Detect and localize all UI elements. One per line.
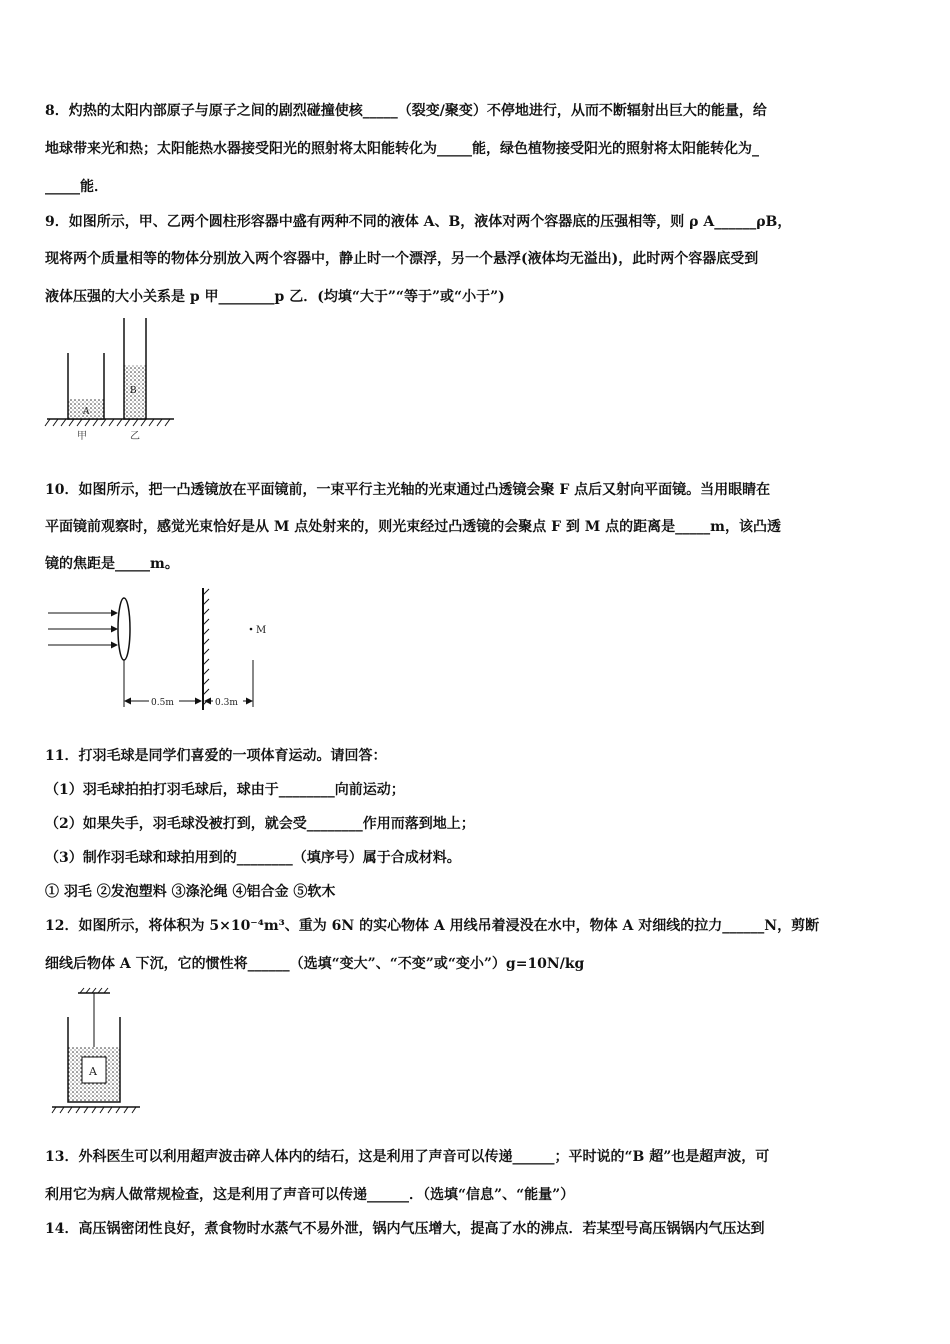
- q13-line-1: 13．外科医生可以利用超声波击碎人体内的结石，这是利用了声音可以传递______；平时说的“B 超”也是超声波，可: [45, 1149, 770, 1165]
- q10-lens-mirror-figure: [45, 585, 280, 715]
- distance-mirror-m: 0.3m: [215, 698, 238, 708]
- q11-line-2: （1）羽毛球拍拍打羽毛球后，球由于________向前运动；: [45, 782, 405, 798]
- q11-line-4: （3）制作羽毛球和球拍用到的________（填序号）属于合成材料。: [45, 850, 461, 866]
- q9-containers-figure: [42, 315, 182, 445]
- q9-line-1: 9．如图所示，甲、乙两个圆柱形容器中盛有两种不同的液体 A、B，液体对两个容器底的压强相等，则 ρ A______ρB，: [45, 214, 792, 230]
- liquid-a-label: A: [83, 407, 90, 417]
- q12-line-2: 细线后物体 A 下沉，它的惯性将______（选填“变大”、“不变”或“变小”）g=10N/kg: [45, 956, 585, 972]
- q13-line-2: 利用它为病人做常规检查，这是利用了声音可以传递______．（选填“信息”、“能量”）: [45, 1187, 575, 1203]
- point-m-label: M: [256, 625, 267, 636]
- q10-line-2: 平面镜前观察时，感觉光束恰好是从 M 点处射来的，则光束经过凸透镜的会聚点 F 到 M 点的距离是_____m，该凸透: [45, 519, 781, 535]
- q11-line-3: （2）如果失手，羽毛球没被打到，就会受________作用而落到地上；: [45, 816, 475, 832]
- container-yi-label: 乙: [130, 431, 140, 442]
- q10-line-1: 10．如图所示，把一凸透镜放在平面镜前，一束平行主光轴的光束通过凸透镜会聚 F 点后又射向平面镜。当用眼睛在: [45, 482, 771, 498]
- q8-line-2: 地球带来光和热；太阳能热水器接受阳光的照射将太阳能转化为_____能，绿色植物接受阳光的照射将太阳能转化为_: [45, 141, 759, 157]
- q11-line-5: ① 羽毛 ②发泡塑料 ③涤沦绳 ④铝合金 ⑤软木: [45, 884, 336, 900]
- convex-lens: [118, 598, 130, 660]
- q10-line-3: 镜的焦距是_____m。: [45, 556, 179, 572]
- q9-line-2: 现将两个质量相等的物体分别放入两个容器中，静止时一个漂浮，另一个悬浮(液体均无溢出)，此时两个容器底受到: [45, 251, 759, 267]
- block-a-label: A: [89, 1065, 97, 1078]
- q8-line-3: _____能．: [45, 179, 108, 195]
- q12-line-1: 12．如图所示，将体积为 5×10⁻⁴m³、重为 6N 的实心物体 A 用线吊着浸没在水中，物体 A 对细线的拉力______N，剪断: [45, 918, 820, 934]
- container-jia-label: 甲: [77, 431, 87, 442]
- q8-line-1: 8．灼热的太阳内部原子与原子之间的剧烈碰撞使核_____（裂变/聚变）不停地进行，从而不断辐射出巨大的能量，给: [45, 103, 767, 119]
- distance-lens-mirror: 0.5m: [151, 698, 174, 708]
- q14-line-1: 14．高压锅密闭性良好，煮食物时水蒸气不易外泄，锅内气压增大，提高了水的沸点．若某型号高压锅锅内气压达到: [45, 1221, 765, 1237]
- point-m: [250, 628, 253, 631]
- q12-suspended-block-figure: [48, 987, 148, 1115]
- q11-line-1: 11．打羽毛球是同学们喜爱的一项体育运动。请回答：: [45, 748, 387, 764]
- q9-line-3: 液体压强的大小关系是 p 甲________p 乙．(均填“大于”“等于”或“小于”): [45, 289, 505, 305]
- liquid-b-label: B: [130, 386, 137, 396]
